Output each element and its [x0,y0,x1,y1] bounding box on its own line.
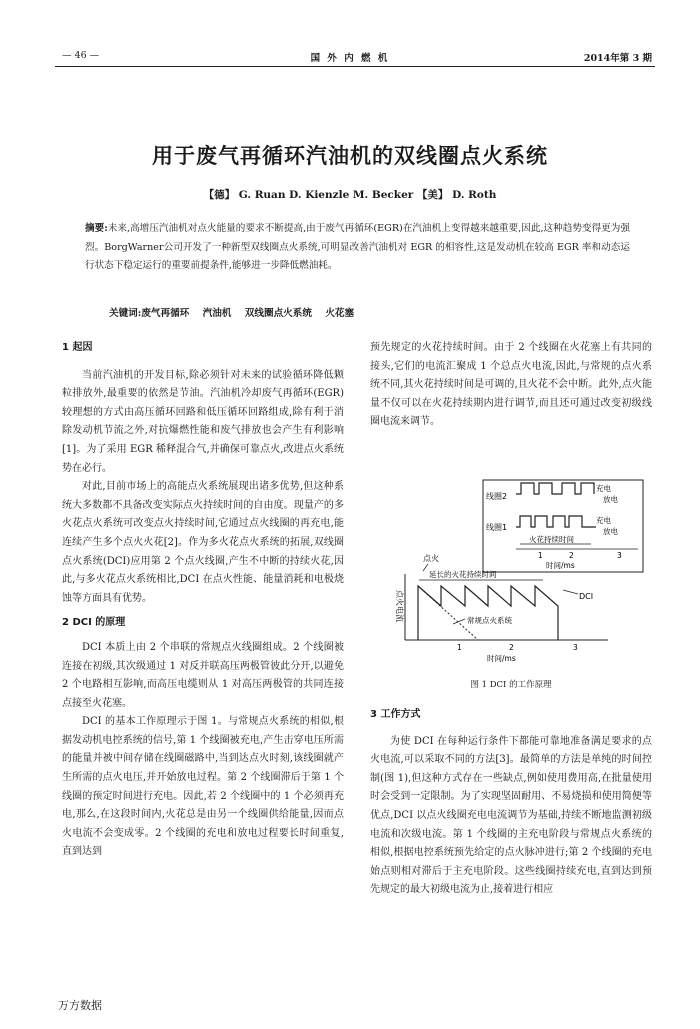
coil1-waveform [516,516,596,527]
label-spark-duration: 火花持续时间 [529,535,574,544]
journal-name: 国 外 内 燃 机 [310,53,390,64]
tick-2: 2 [509,643,514,652]
label-coil2: 线圈2 [486,492,508,501]
page-number: — 46 — [62,50,100,61]
figure-caption: 图 1 DCI 的工作原理 [470,680,552,690]
dci-current-curve [418,586,558,640]
section-3-paragraph-1: 为使 DCI 在每种运行条件下都能可靠地准备满足要求的点火电流,可以采取不同的方法[3]。最简单的方法是单纯的时间控制(图 1),但这种方式存在一些缺点,例如使用费用高,在批量使用时会受到一定限制。为了实现坚固耐用、不易烧损和使用简便等优点,DCI 以点火线圈充电电流调节为基础,持续不断地监测初级电流和次级电流。第 1 个线圈的主充电阶段与常规点火系统的相似,根据电控系统预先给定的点火脉冲进行;第 2 个线圈的充电始点则相对滞后于主充电阶段。这些线圈持续充电,直到达到预先规定的最大初级电流为止,接着进行相应 [370,735,652,896]
label-discharge-1: 放电 [603,527,618,536]
dci-pointer [563,590,578,594]
section-1-heading: 1 起因 [62,342,93,353]
keywords-text: 废气再循环 汽油机 双线圈点火系统 火花塞 [141,308,355,319]
label-discharge-2: 放电 [603,495,618,504]
authors: 【德】 G. Ruan D. Kienzle M. Becker 【美】 D. Roth [203,189,497,201]
figure-1 [383,478,653,668]
conventional-current-curve [418,586,478,640]
section-2-paragraph-2: DCI 的基本工作原理示于图 1。与常规点火系统的相似,根据发动机电控系统的信号,第 1 个线圈被充电,产生击穿电压所需的能量并被中间存储在线圈磁路中,当到达点火时刻,该线圈就产生所需的点火电压,并开始放电过程。第 2 个线圈滞后于第 1 个线圈的预定时间进行充电。因此,若 2 个线圈中的 1 个必须再充电,那么,在这段时间内,火花总是由另一个线圈供给能量,因而点火电流不会变成零。2 个线圈的充电和放电过程要长时间重复,直到达到 [62,716,344,858]
section-1-paragraph-1: 当前汽油机的开发目标,除必须针对未来的试验循环降低颗粒排放外,最重要的依然是节油。汽油机冷却废气再循环(EGR)较理想的方式由高压循环回路和低压循环回路组成,除有利于消除发动机节流之外,对抗爆燃性能和废气排放也会产生有利影响[1]。为了采用 EGR 稀释混合气,并确保可靠点火,改进点火系统势在必行。 [62,369,344,474]
section-2-heading: 2 DCI 的原理 [62,617,126,629]
ignition-pointer [423,564,428,571]
label-ignition: 点火 [423,554,439,563]
section-3-heading: 3 工作方式 [370,709,421,720]
right-column-lower [370,706,652,900]
inset-time-label: 时间/ms [546,561,575,570]
footer-watermark: 万方数据 [58,999,102,1012]
header-rule [55,66,655,67]
y-axis-label: 点火电流 [395,590,404,622]
label-dci: DCI [579,592,594,601]
label-charge-2: 充电 [596,484,611,493]
article-title: 用于废气再循环汽油机的双线圈点火系统 [152,144,548,168]
label-charge-1: 充电 [596,516,611,525]
abstract-text: 未来,高增压汽油机对点火能量的要求不断提高,由于废气再循环(EGR)在汽油机上变得越来越重要,因此,这种趋势变得更为强烈。BorgWarner公司开发了一种新型双线圈点火系统,可明显改善汽油机对 EGR 的相容性,这是发动机在较高 EGR 率和动态运行状态下稳定运行的重要前提条件,能够进一步降低燃油耗。 [85,223,630,271]
tick-1: 1 [457,643,462,652]
keywords [109,305,354,319]
inset-tick-2: 2 [569,551,574,560]
coil2-waveform [516,483,594,494]
keywords-label: 关键词: [109,308,142,319]
tick-3: 3 [573,643,578,652]
x-axis-label: 时间/ms [487,654,516,663]
label-coil1: 线圈1 [486,523,508,532]
right-column [370,339,652,432]
inset-tick-3: 3 [617,551,622,560]
section-2-paragraph-1: DCI 本质上由 2 个串联的常规点火线圈组成。2 个线圈被连接在初级,其次级通过 1 对反并联高压两极管彼此分开,以避免 2 个电路相互影响,而高压电缆则从 1 对高压两极管的共同连接点接至火花塞。 [62,641,344,709]
right-paragraph-1: 预先规定的火花持续时间。由于 2 个线圈在火花塞上有共同的接头,它们的电流汇聚成 1 个总点火电流,因此,与常规的点火系统不同,其火花持续时间是可调的,且火花不会中断。此外,点火能量不仅可以在火花持续期内进行调节,而且还可通过改变初级线圈电流来调节。 [370,342,652,428]
abstract-label: 摘要: [85,223,108,234]
label-extended-duration: 延长的火花持续时间 [429,570,497,579]
left-column [62,339,344,862]
abstract [85,220,630,276]
issue-label: 2014年第 3 期 [583,53,652,64]
inset-tick-1: 1 [538,551,543,560]
section-1-paragraph-2: 对此,目前市场上的高能点火系统展现出诸多优势,但这种系统大多数都不具备改变实际点火持续时间的自由度。现量产的多火花点火系统可改变点火持续时间,它通过点火线圈的再充电,能连续产生多个点火火花[2]。作为多火花点火系统的拓展,双线圈点火系统(DCI)应用第 2 个点火线圈,产生不中断的持续火花,因此,与多火花点火系统相比,DCI 在点火性能、能量消耗和电极烧蚀等方面具有优势。 [62,481,344,604]
label-conventional: 常规点火系统 [467,616,512,625]
